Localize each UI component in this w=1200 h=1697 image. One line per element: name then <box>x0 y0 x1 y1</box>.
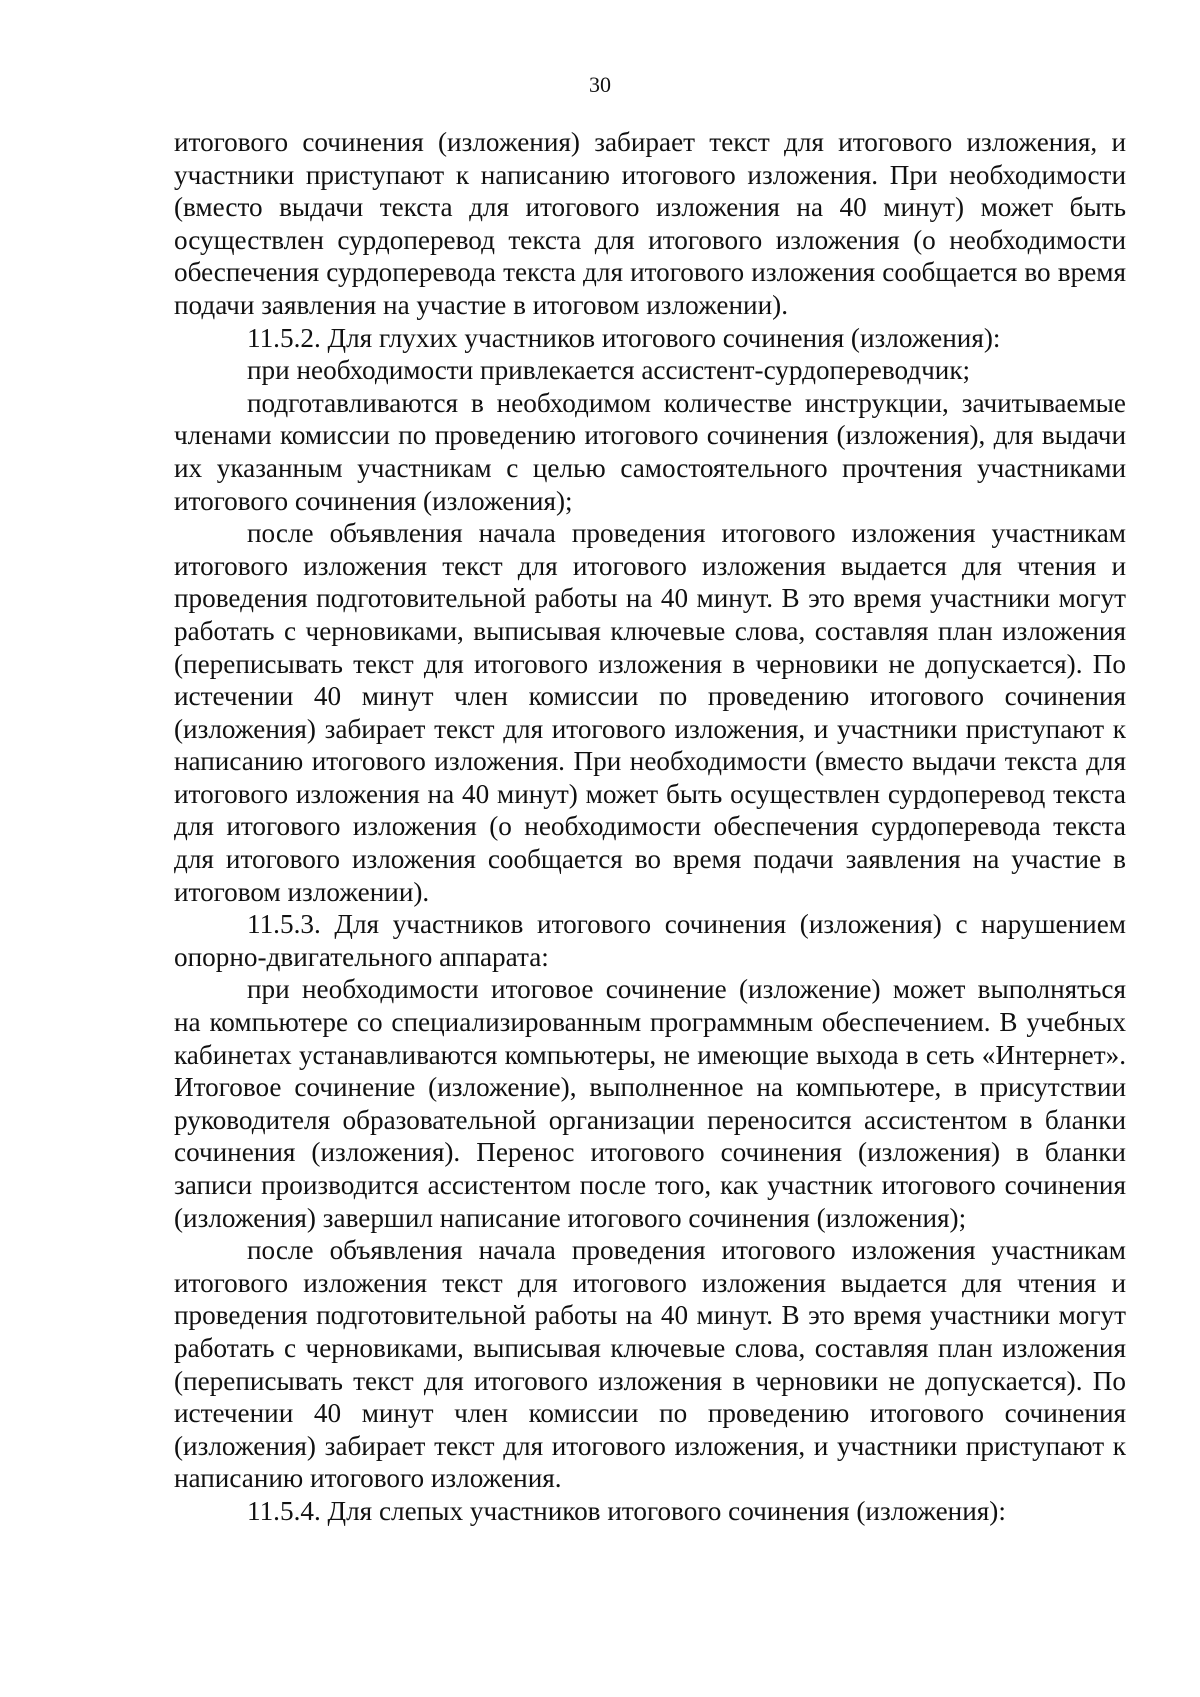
paragraph-deaf-procedure: после объявления начала проведения итогового изложения участникам итогового изложения текст для итогового изложения выдается для чтения и проведения подготовительной работы на 40 минут. В это время участники могут работать с черновиками, выписывая ключевые слова, составляя план изложения (переписывать текст для итогового изложения в черновики не допускается). По истечении 40 минут член комиссии по проведению итогового сочинения (изложения) забирает текст для итогового изложения, и участники приступают к написанию итогового изложения. При необходимости (вместо выдачи текста для итогового изложения на 40 минут) может быть осуществлен сурдоперевод текста для итогового изложения (о необходимости обеспечения сурдоперевода текста для итогового изложения сообщается во время подачи заявления на участие в итоговом изложении). <box>174 518 1126 907</box>
paragraph-motor-procedure: после объявления начала проведения итогового изложения участникам итогового изложения текст для итогового изложения выдается для чтения и проведения подготовительной работы на 40 минут. В это время участники могут работать с черновиками, выписывая ключевые слова, составляя план изложения (переписывать текст для итогового изложения в черновики не допускается). По истечении 40 минут член комиссии по проведению итогового сочинения (изложения) забирает текст для итогового изложения, и участники приступают к написанию итогового изложения. <box>174 1235 1126 1494</box>
section-heading-11-5-4: 11.5.4. Для слепых участников итогового сочинения (изложения): <box>247 1495 1006 1526</box>
document-body <box>174 126 1126 1528</box>
paragraph-instructions: подготавливаются в необходимом количестве инструкции, зачитываемые членами комиссии по проведению итогового сочинения (изложения), для выдачи их указанным участникам с целью самостоятельного прочтения участниками итогового сочинения (изложения); <box>174 387 1126 516</box>
paragraph-assistant: при необходимости привлекается ассистент-сурдопереводчик; <box>247 355 971 386</box>
section-heading-11-5-3: 11.5.3. Для участников итогового сочинения (изложения) с нарушением опорно-двигательного аппарата: <box>174 909 1126 972</box>
paragraph-continuation: итогового сочинения (изложения) забирает текст для итогового изложения, и участники приступают к написанию итогового изложения. При необходимости (вместо выдачи текста для итогового изложения на 40 минут) может быть осуществлен сурдоперевод текста для итогового изложения (о необходимости обеспечения сурдоперевода текста для итогового изложения сообщается во время подачи заявления на участие в итоговом изложении). <box>174 127 1126 320</box>
section-heading-11-5-2: 11.5.2. Для глухих участников итогового сочинения (изложения): <box>247 322 1001 353</box>
page-number: 30 <box>589 72 611 97</box>
paragraph-computer: при необходимости итоговое сочинение (изложение) может выполняться на компьютере со специализированным программным обеспечением. В учебных кабинетах устанавливаются компьютеры, не имеющие выхода в сеть «Интернет». Итоговое сочинение (изложение), выполненное на компьютере, в присутствии руководителя образовательной организации переносится ассистентом в бланки сочинения (изложения). Перенос итогового сочинения (изложения) в бланки записи производится ассистентом после того, как участник итогового сочинения (изложения) завершил написание итогового сочинения (изложения); <box>174 974 1126 1233</box>
